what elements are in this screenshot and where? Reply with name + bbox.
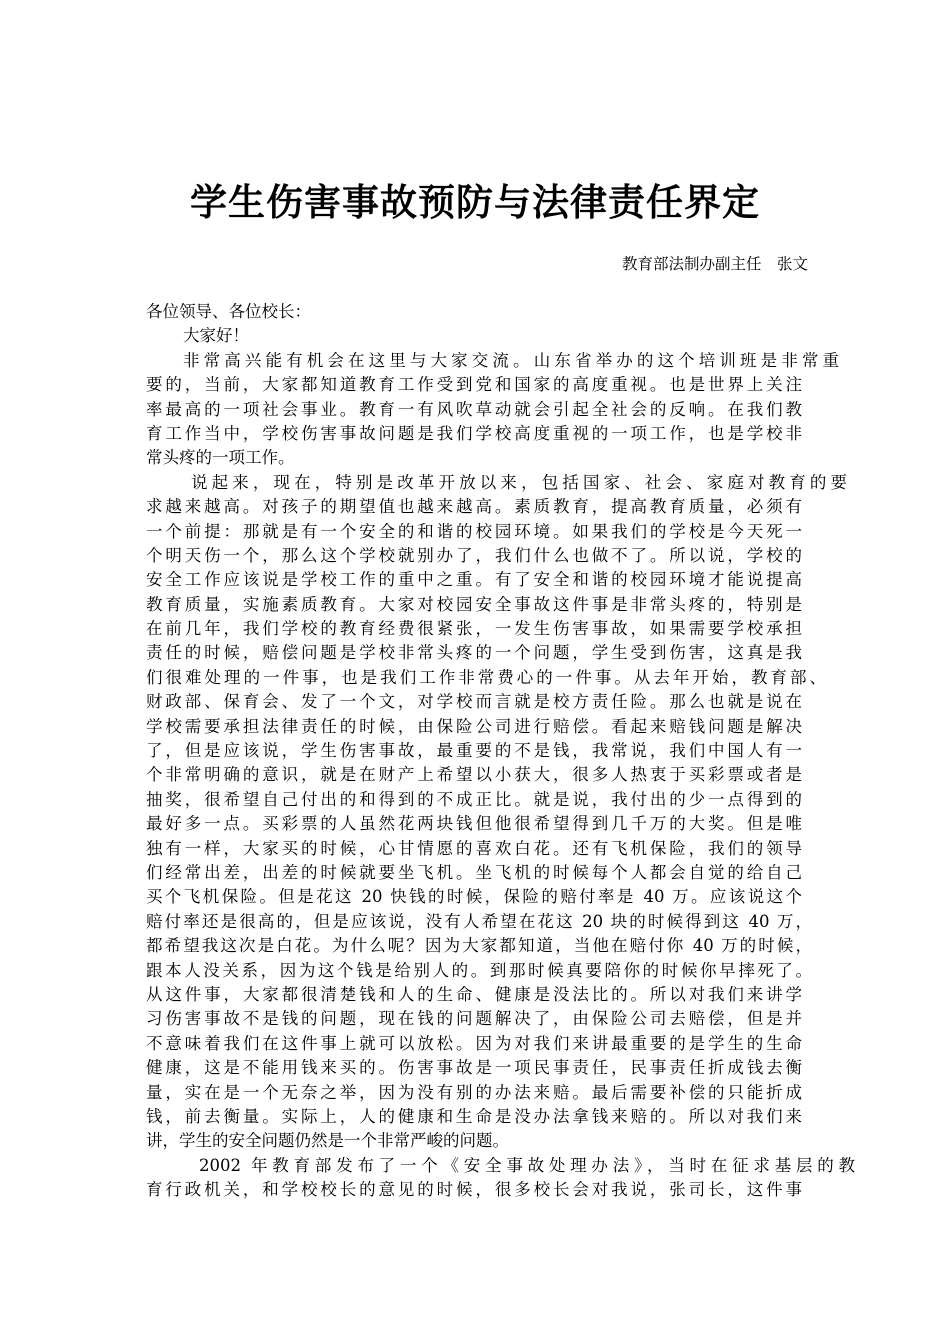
document-body — [146, 300, 855, 1202]
text-line: 育行政机关，和学校校长的意见的时候，很多校长会对我说，张司长，这件事 — [146, 1180, 802, 1200]
paragraph — [146, 1154, 855, 1203]
text-line: 量，实在是一个无奈之举，因为没有别的办法来赔。最后需要补偿的只能折成 — [146, 1082, 802, 1102]
text-line: 抽奖，很希望自己付出的和得到的不成正比。就是说，我付出的少一点得到的 — [146, 789, 802, 809]
text-line: 非常高兴能有机会在这里与大家交流。山东省举办的这个培训班是非常重 — [183, 350, 839, 370]
text-line: 跟本人没关系，因为这个钱是给别人的。到那时候真要陪你的时候你早摔死了。 — [146, 960, 812, 980]
text-line: 讲，学生的安全问题仍然是一个非常严峻的问题。 — [146, 1131, 509, 1151]
text-line: 育工作当中，学校伤害事故问题是我们学校高度重视的一项工作，也是学校非 — [146, 423, 802, 443]
text-line: 从这件事，大家都很清楚钱和人的生命、健康是没法比的。所以对我们来讲学 — [146, 984, 802, 1004]
text-line: 个非常明确的意识，就是在财产上希望以小获大，很多人热衷于买彩票或者是 — [146, 765, 802, 785]
text-line: 最好多一点。买彩票的人虽然花两块钱但他很希望得到几千万的大奖。但是唯 — [146, 814, 802, 834]
text-line: 责任的时候，赔偿问题是学校非常头疼的一个问题，学生受到伤害，这真是我 — [146, 643, 802, 663]
text-line: 买个飞机保险。但是花这 20 快钱的时候，保险的赔付率是 40 万。应该说这个 — [146, 887, 802, 907]
text-line: 习伤害事故不是钱的问题，现在钱的问题解决了，由保险公司去赔偿，但是并 — [146, 1009, 802, 1029]
paragraph — [146, 471, 847, 1154]
text-line: 2002 年教育部发布了一个《安全事故处理办法》，当时在征求基层的教 — [199, 1155, 855, 1175]
text-line: 们很难处理的一件事，也是我们工作非常费心的一件事。从去年开始，教育部、 — [146, 667, 826, 687]
text-line: 一个前提：那就是有一个安全的和谐的校园环境。如果我们的学校是今天死一 — [146, 521, 802, 541]
document-title: 学生伤害事故预防与法律责任界定 — [190, 180, 760, 224]
text-line: 钱，前去衡量。实际上，人的健康和生命是没办法拿钱来赔的。所以对我们来 — [146, 1106, 802, 1126]
text-line: 率最高的一项社会事业。教育一有风吹草动就会引起全社会的反响。在我们教 — [146, 399, 802, 419]
text-line: 教育质量，实施素质教育。大家对校园安全事故这件事是非常头疼的，特别是 — [146, 594, 802, 614]
text-line: 说起来，现在，特别是改革开放以来，包括国家、社会、家庭对教育的要 — [191, 472, 847, 492]
text-line: 健康，这是不能用钱来买的。伤害事故是一项民事责任，民事责任折成钱去衡 — [146, 1058, 802, 1078]
text-line: 独有一样，大家买的时候，心甘情愿的喜欢白花。还有飞机保险，我们的领导 — [146, 838, 802, 858]
text-line: 学校需要承担法律责任的时候，由保险公司进行赔偿。看起来赔钱问题是解决 — [146, 716, 802, 736]
text-line: 在前几年，我们学校的教育经费很紧张，一发生伤害事故，如果需要学校承担 — [146, 619, 802, 639]
text-line: 求越来越高。对孩子的期望值也越来越高。素质教育，提高教育质量，必须有 — [146, 497, 802, 517]
paragraph — [146, 349, 839, 471]
author-byline: 教育部法制办副主任 张文 — [621, 255, 808, 273]
text-line: 个明天伤一个，那么这个学校就别办了，我们什么也做不了。所以说，学校的 — [146, 545, 802, 565]
text-line: 常头疼的一项工作。 — [146, 448, 295, 468]
text-line: 财政部、保育会、发了一个文，对学校而言就是校方责任险。那么也就是说在 — [146, 692, 802, 712]
text-line: 了，但是应该说，学生伤害事故，最重要的不是钱，我常说，我们中国人有一 — [146, 741, 802, 761]
text-line: 安全工作应该说是学校工作的重中之重。有了安全和谐的校园环境才能说提高 — [146, 570, 802, 590]
text-line: 要的，当前，大家都知道教育工作受到党和国家的高度重视。也是世界上关注 — [146, 375, 802, 395]
text-line: 赔付率还是很高的，但是应该说，没有人希望在花这 20 块的时候得到这 40 万， — [146, 911, 812, 931]
text-line: 不意味着我们在这件事上就可以放松。因为对我们来讲最重要的是学生的生命 — [146, 1033, 802, 1053]
text-line: 们经常出差，出差的时候就要坐飞机。坐飞机的时候每个人都会自觉的给自己 — [146, 862, 802, 882]
text-line: 都希望我这次是白花。为什么呢？因为大家都知道，当他在赔付你 40 万的时候， — [146, 936, 812, 956]
salutation: 各位领导、各位校长： — [146, 302, 311, 321]
greeting: 大家好！ — [183, 326, 249, 346]
